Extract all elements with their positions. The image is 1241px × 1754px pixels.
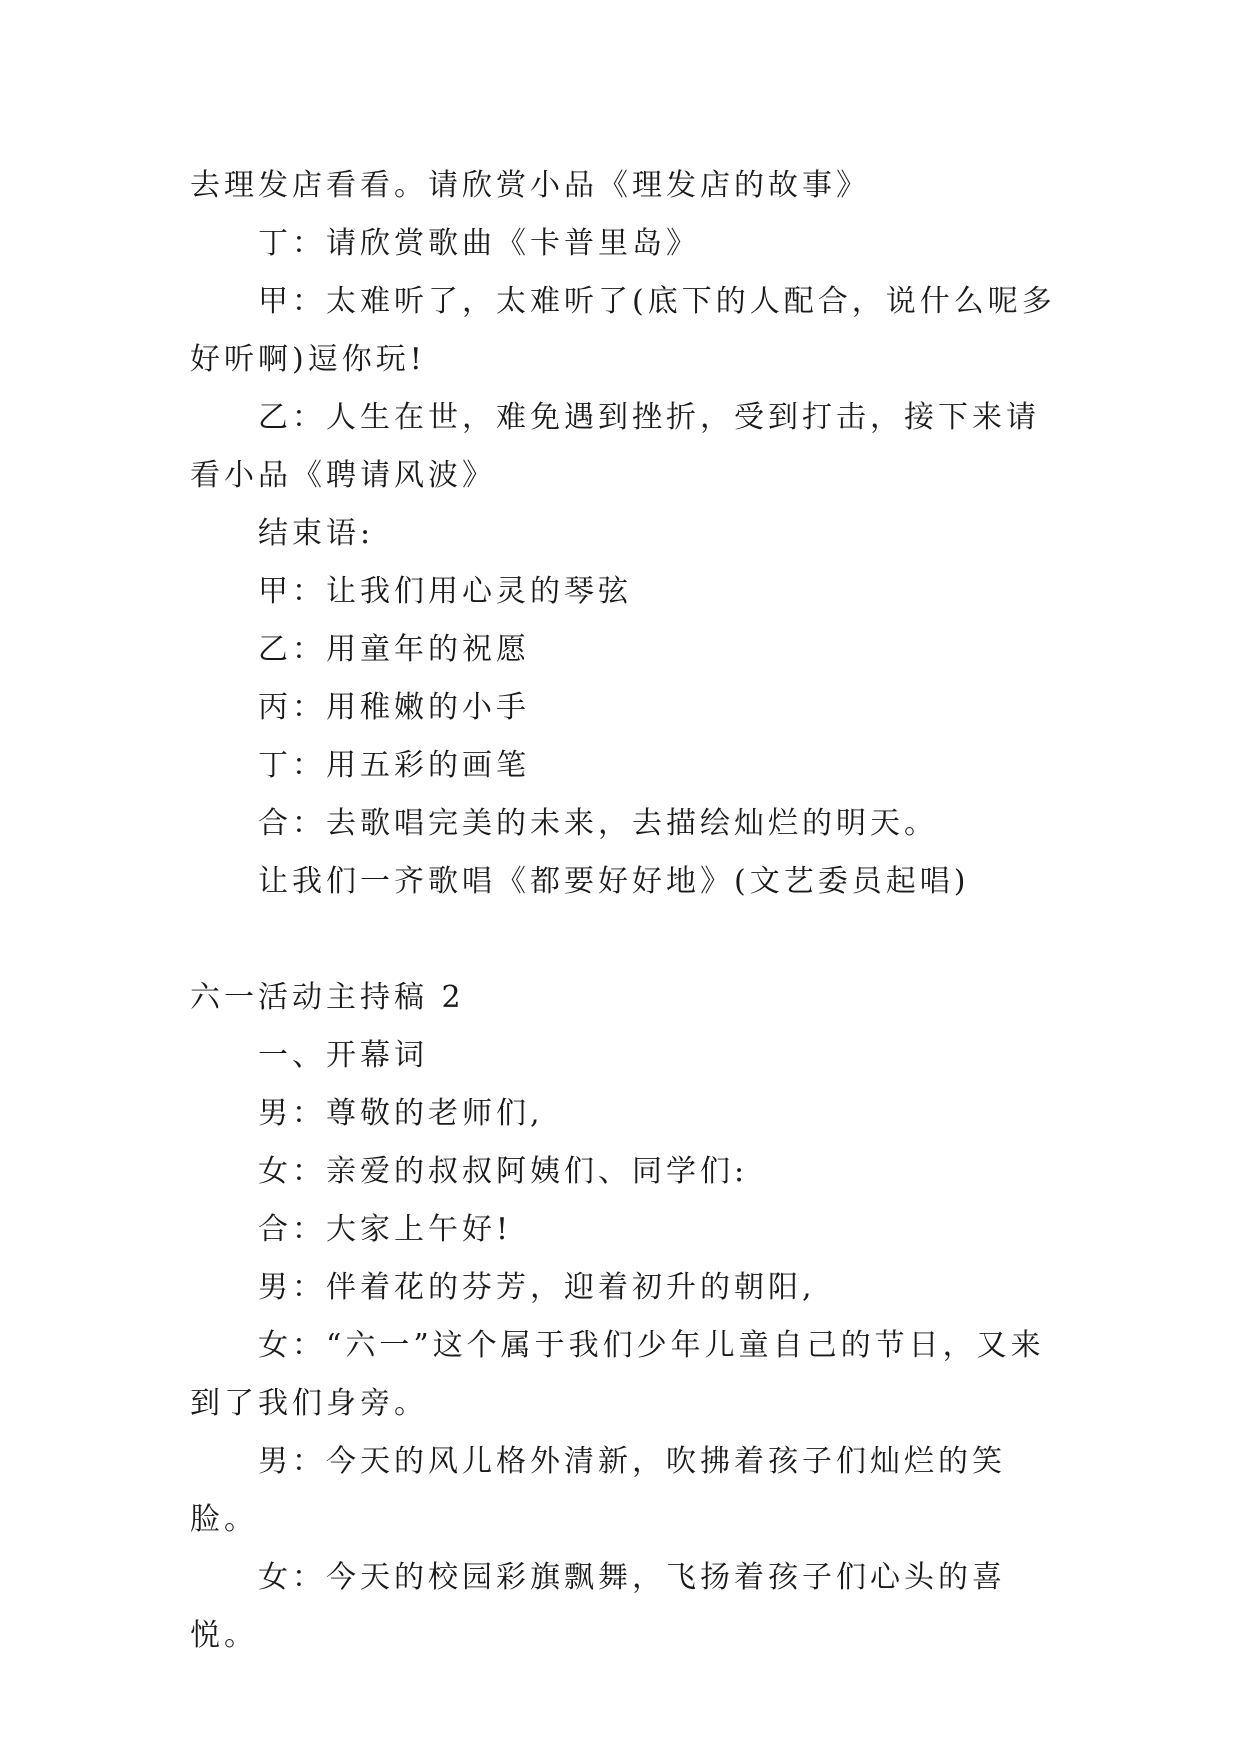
paragraph: 乙：用童年的祝愿: [258, 632, 530, 667]
paragraph: 结束语:: [258, 516, 375, 551]
paragraph: 丙：用稚嫩的小手: [258, 690, 530, 725]
paragraph: 甲：太难听了，太难听了(底下的人配合，说什么呢多好听啊)逗你玩!: [190, 284, 1056, 377]
paragraph: 男：今天的风儿格外清新，吹拂着孩子们灿烂的笑脸。: [190, 1444, 1006, 1537]
section-title: 六一活动主持稿 2: [190, 980, 465, 1015]
blank-line: [190, 911, 1060, 969]
paragraph: 合：大家上午好!: [258, 1212, 513, 1247]
paragraph: 甲：让我们用心灵的琴弦: [258, 574, 632, 609]
paragraph: 女：亲爱的叔叔阿姨们、同学们:: [258, 1154, 749, 1189]
paragraph: 男：尊敬的老师们,: [258, 1096, 544, 1131]
paragraph: 丁：用五彩的画笔: [258, 748, 530, 783]
document-body: [190, 157, 1060, 1665]
paragraph: 去理发店看看。请欣赏小品《理发店的故事》: [190, 168, 870, 203]
paragraph: 女：今天的校园彩旗飘舞，飞扬着孩子们心头的喜悦。: [190, 1560, 1006, 1653]
paragraph: 女：“六一”这个属于我们少年儿童自己的节日，又来到了我们身旁。: [190, 1328, 1045, 1421]
paragraph: 一、开幕词: [258, 1038, 428, 1073]
paragraph: 丁：请欣赏歌曲《卡普里岛》: [258, 226, 700, 261]
paragraph: 乙：人生在世，难免遇到挫折，受到打击，接下来请看小品《聘请风波》: [190, 400, 1040, 493]
paragraph: 男：伴着花的芬芳，迎着初升的朝阳,: [258, 1270, 816, 1305]
paragraph: 合：去歌唱完美的未来，去描绘灿烂的明天。: [258, 806, 938, 841]
paragraph: 让我们一齐歌唱《都要好好地》(文艺委员起唱): [258, 864, 970, 899]
